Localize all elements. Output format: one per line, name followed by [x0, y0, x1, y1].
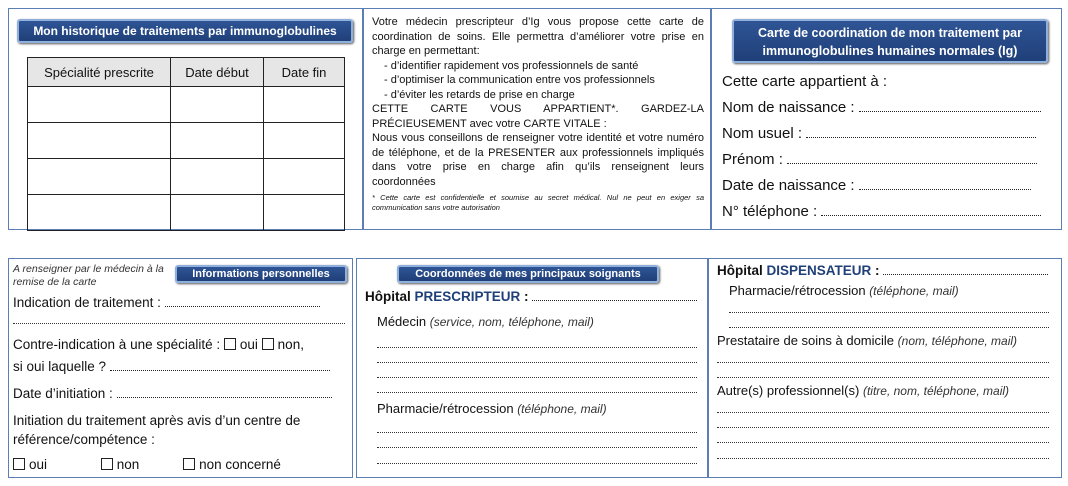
personal-title: Informations personnelles — [175, 265, 347, 283]
prescripteur-line[interactable]: Hôpital PRESCRIPTEUR : — [365, 289, 697, 304]
dotted-line[interactable] — [377, 431, 697, 433]
dispensateur-pharma-label: Pharmacie/rétrocession (téléphone, mail) — [729, 283, 959, 298]
dotted-line[interactable] — [377, 391, 697, 393]
info-paragraph-1: Votre médecin prescripteur d’Ig vous propose cette carte de coordination de soins. Elle permettra d’améliorer votre prise en charge en permettant: — [372, 16, 704, 57]
info-paragraph-2: CETTE CARTE VOUS APPARTIENT*. GARDEZ-LA PRÉCIEUSEMENT avec votre CARTE VITALE : — [372, 103, 704, 130]
initiation-avis-label: Initiation du traitement après avis d’un centre de référence/compétence : — [13, 413, 301, 447]
dotted-line[interactable] — [717, 361, 1049, 363]
dotted-line[interactable] — [717, 457, 1049, 459]
field-telephone[interactable]: N° téléphone : — [722, 203, 1041, 220]
prestataire-label: Prestataire de soins à domicile (nom, téléphone, mail) — [717, 333, 1018, 348]
field-date-initiation[interactable]: Date d’initiation : — [13, 386, 332, 401]
history-table — [27, 57, 345, 231]
table-row[interactable] — [28, 159, 345, 195]
field-nom-naissance[interactable]: Nom de naissance : — [722, 99, 1041, 116]
field-nom-usuel[interactable]: Nom usuel : — [722, 125, 1036, 142]
autre-label: Autre(s) professionnel(s) (titre, nom, téléphone, mail) — [717, 383, 1010, 398]
dispensateur-panel — [708, 258, 1062, 478]
avis-options: oui non non concerné — [13, 457, 281, 472]
dotted-line — [13, 322, 345, 324]
info-bullet-1: - d’identifier rapidement vos professionnels de santé — [384, 59, 639, 72]
caregivers-panel — [356, 258, 708, 478]
table-row[interactable] — [28, 195, 345, 231]
dotted-line[interactable] — [717, 426, 1049, 428]
checkbox-oui[interactable] — [224, 338, 236, 350]
info-panel — [363, 8, 711, 230]
card-panel — [711, 8, 1062, 230]
field-indication[interactable]: Indication de traitement : — [13, 295, 320, 310]
info-paragraph-3: Nous vous conseillons de renseigner votre identité et votre numéro de téléphone, et de la PRESENTER aux professionnels impliqués dans votre prise en charge afin qu’ils renseignent leurs coordonnées — [372, 132, 704, 188]
col-specialite: Spécialité prescrite — [28, 58, 171, 87]
col-date-fin: Date fin — [264, 58, 345, 87]
table-row[interactable] — [28, 87, 345, 123]
info-bullet-2: - d’optimiser la communication entre vos professionnels — [384, 74, 655, 86]
checkbox-avis-oui[interactable] — [13, 458, 25, 470]
card-title: Carte de coordination de mon traitement par immunoglobulines humaines normales (Ig) — [732, 19, 1048, 63]
col-date-debut: Date début — [171, 58, 264, 87]
personal-panel — [8, 258, 353, 478]
field-contre-indication[interactable]: Contre-indication à une spécialité : oui non, — [13, 337, 304, 352]
dotted-line[interactable] — [377, 462, 697, 464]
dotted-line[interactable] — [377, 376, 697, 378]
card-owner: Cette carte appartient à : — [722, 73, 888, 90]
caregivers-title: Coordonnées de mes principaux soignants — [397, 265, 659, 283]
checkbox-avis-non[interactable] — [101, 458, 113, 470]
info-bullet-3: - d’éviter les retards de prise en charge — [384, 88, 575, 101]
doctor-note: A renseigner par le médecin à la remise de la carte — [13, 263, 164, 288]
dotted-line[interactable] — [717, 376, 1049, 378]
table-row[interactable] — [28, 123, 345, 159]
checkbox-avis-non-concerne[interactable] — [183, 458, 195, 470]
dotted-line[interactable] — [377, 346, 697, 348]
pharma-label: Pharmacie/rétrocession (téléphone, mail) — [377, 401, 607, 416]
dotted-line[interactable] — [377, 361, 697, 363]
dispensateur-line[interactable]: Hôpital DISPENSATEUR : — [717, 263, 1048, 278]
field-date-naissance[interactable]: Date de naissance : — [722, 177, 1031, 194]
dotted-line[interactable] — [729, 326, 1049, 328]
dotted-line[interactable] — [717, 411, 1049, 413]
dotted-line[interactable] — [717, 441, 1049, 443]
info-footnote: * Cette carte est confidentielle et soumise au secret médical. Nul ne peut en exiger sa communication sans votre autorisation — [372, 193, 704, 212]
field-laquelle[interactable]: si oui laquelle ? — [13, 359, 330, 374]
medecin-label: Médecin (service, nom, téléphone, mail) — [377, 314, 594, 329]
history-title: Mon historique de traitements par immunoglobulines — [17, 19, 353, 43]
checkbox-non[interactable] — [262, 338, 274, 350]
dotted-line[interactable] — [377, 446, 697, 448]
field-prenom[interactable]: Prénom : — [722, 151, 1037, 168]
dotted-line[interactable] — [729, 311, 1049, 313]
history-panel — [8, 8, 363, 230]
